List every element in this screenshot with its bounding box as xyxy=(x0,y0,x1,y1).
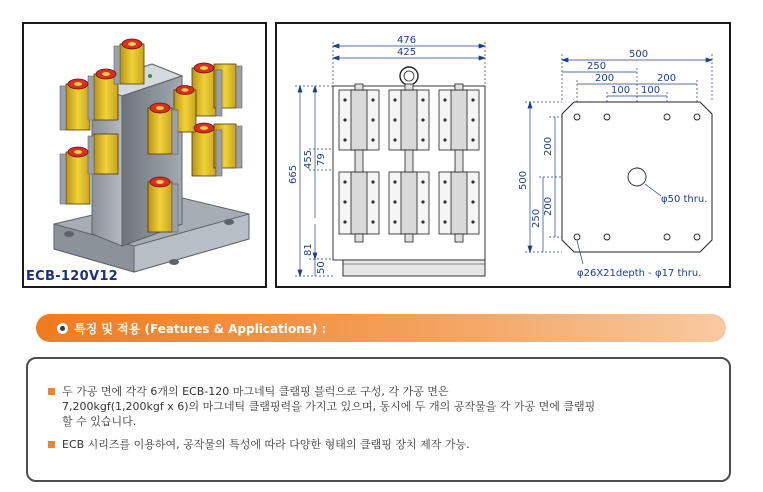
product-render xyxy=(24,24,265,286)
feature-text-line: 두 가공 면에 각각 6개의 ECB-120 마그네틱 클램핑 블럭으로 구성, 각 가공 면은 xyxy=(62,385,449,398)
dim-500-top: 500 xyxy=(629,49,649,60)
feature-item xyxy=(62,384,595,429)
dim-200-right: 200 xyxy=(657,73,677,84)
square-bullet-icon xyxy=(48,441,55,448)
dim-200-left: 200 xyxy=(595,73,615,84)
bullet-icon xyxy=(57,323,68,334)
feature-text-line: 할 수 있습니다. xyxy=(62,415,137,428)
dim-250-side: 250 xyxy=(531,208,542,228)
dim-50: 50 xyxy=(316,261,327,274)
section-title: 특징 및 적용 (Features & Applications) : xyxy=(74,322,327,336)
feature-text-line: 7,200kgf(1,200kgf x 6)의 마그네틱 클램핑력을 가지고 있으며, 동시에 두 개의 공작물을 각 가공 면에 클램핑 xyxy=(62,400,596,413)
features-section-header xyxy=(36,314,726,342)
feature-text-line: ECB 시리즈를 이용하여, 공작물의 특성에 따라 다양한 형태의 클램핑 장치 제작 가능. xyxy=(62,438,470,451)
dim-250-top: 250 xyxy=(587,61,607,72)
bolt-hole-note: φ26X21depth - φ17 thru. xyxy=(577,268,702,279)
dim-455: 455 xyxy=(303,149,314,169)
dim-79: 79 xyxy=(316,153,327,166)
dim-200-upper: 200 xyxy=(543,136,554,156)
side-view-body xyxy=(333,67,485,276)
technical-drawing-frame xyxy=(275,22,731,288)
model-label: ECB-120V12 xyxy=(26,269,119,284)
features-box xyxy=(26,357,731,482)
dim-100-left: 100 xyxy=(611,85,631,96)
square-bullet-icon xyxy=(48,388,55,395)
product-photo-frame xyxy=(22,22,267,288)
dim-665: 665 xyxy=(288,164,299,184)
dim-81: 81 xyxy=(303,243,314,256)
technical-drawings xyxy=(277,24,729,286)
base-plate-outline xyxy=(562,102,712,252)
dim-425: 425 xyxy=(397,47,417,58)
feature-item xyxy=(62,437,470,452)
center-hole-note: φ50 thru. xyxy=(661,194,708,205)
dim-100-right: 100 xyxy=(641,85,661,96)
dim-476: 476 xyxy=(397,35,417,46)
dim-500-side: 500 xyxy=(518,170,529,190)
dim-200-lower: 200 xyxy=(543,196,554,216)
